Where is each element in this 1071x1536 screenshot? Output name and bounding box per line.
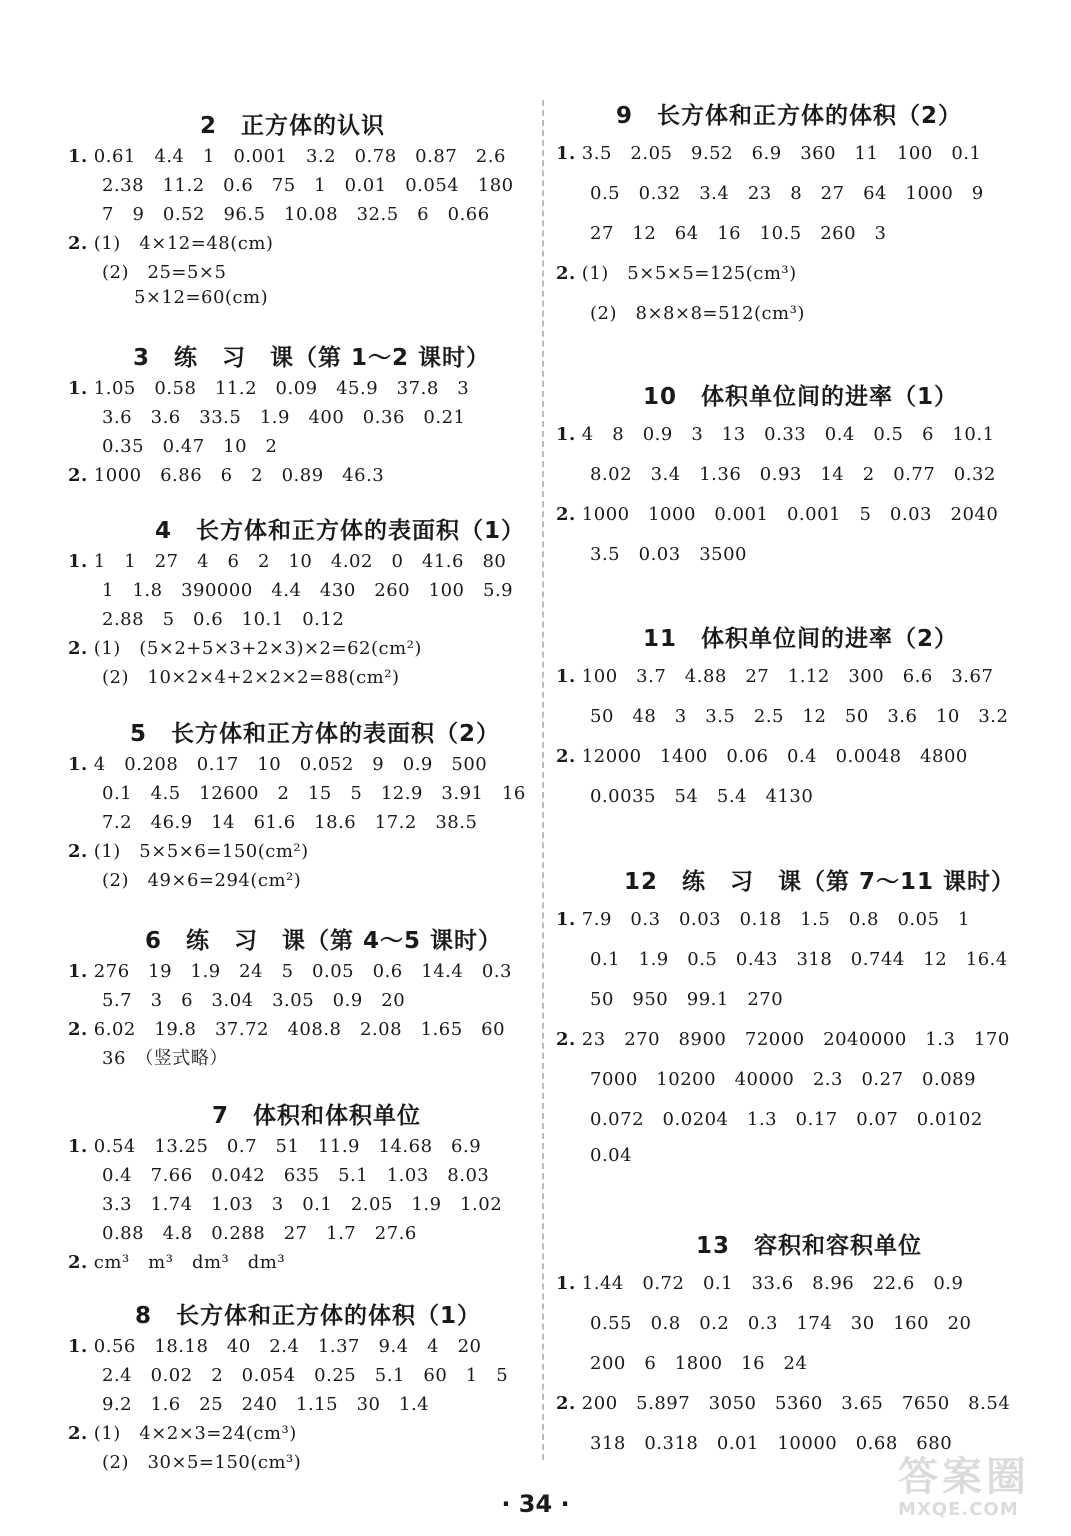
answer-line: [134, 287, 268, 308]
answer-line: [590, 782, 813, 808]
answer-line: [556, 742, 968, 768]
section-title: 13 容积和容积单位: [696, 1233, 923, 1259]
answer-text: 3.5 0.03 3500: [590, 544, 748, 565]
answer-text: 0.88 4.8 0.288 27 1.7 27.6: [102, 1223, 417, 1244]
section-title: 2 正方体的认识: [200, 113, 386, 139]
answer-line: [102, 171, 514, 197]
answer-line: [102, 605, 344, 631]
answer-line: [102, 403, 465, 429]
answer-line: [102, 663, 399, 689]
answer-line: [102, 1190, 502, 1216]
question-number: 2.: [68, 1019, 88, 1040]
answer-text: 4 8 0.9 3 13 0.33 0.4 0.5 6 10.1: [581, 424, 995, 445]
answer-line: [68, 957, 512, 983]
answer-line: [590, 1309, 971, 1335]
answer-text: 50 48 3 3.5 2.5 12 50 3.6 10 3.2: [590, 706, 1009, 727]
answer-line: [102, 1390, 429, 1416]
question-number: 1.: [556, 666, 576, 687]
answer-text: 0.56 18.18 40 2.4 1.37 9.4 4 20: [93, 1336, 482, 1357]
question-number: 2.: [68, 233, 88, 254]
question-number: 1.: [68, 378, 88, 399]
answer-line: [590, 1105, 983, 1131]
section-title: 6 练 习 课（第 4～5 课时）: [145, 928, 503, 954]
question-number: 2.: [68, 638, 88, 659]
answer-line: [102, 200, 490, 226]
question-number: 1.: [556, 1273, 576, 1294]
answer-line: [590, 1065, 976, 1091]
answer-text: 6.02 19.8 37.72 408.8 2.08 1.65 60: [93, 1019, 506, 1040]
answer-text: 0.1 1.9 0.5 0.43 318 0.744 12 16.4: [590, 949, 1008, 970]
answer-line: [68, 634, 422, 660]
question-number: 1.: [556, 909, 576, 930]
answer-line: [590, 540, 747, 566]
answer-line: [102, 258, 226, 284]
answer-line: [68, 142, 506, 168]
answer-line: [556, 420, 995, 446]
answer-line: [68, 750, 487, 776]
question-number: 2.: [68, 465, 88, 486]
question-number: 1.: [556, 143, 576, 164]
question-number: 2.: [68, 841, 88, 862]
answer-text: (2) 30×5=150(cm³): [102, 1452, 302, 1473]
answer-text: 23 270 8900 72000 2040000 1.3 170: [581, 1029, 1010, 1050]
answer-line: [556, 139, 981, 165]
answer-line: [68, 547, 506, 573]
answer-text: 2.38 11.2 0.6 75 1 0.01 0.054 180: [102, 175, 514, 196]
answer-text: 276 19 1.9 24 5 0.05 0.6 14.4 0.3: [93, 961, 512, 982]
answer-text: 200 5.897 3050 5360 3.65 7650 8.54: [581, 1393, 1011, 1414]
column-divider: [542, 100, 544, 1460]
answer-line: [68, 1332, 482, 1358]
question-number: 2.: [556, 504, 576, 525]
answer-text: (1) 4×12=48(cm): [93, 233, 274, 254]
section-title: 4 长方体和正方体的表面积（1）: [155, 518, 526, 544]
answer-line: [590, 219, 887, 245]
answer-text: (1) 5×5×6=150(cm²): [93, 841, 309, 862]
answer-text: 5×12=60(cm): [134, 287, 269, 308]
answer-text: 4 0.208 0.17 10 0.052 9 0.9 500: [93, 754, 488, 775]
watermark-text-bottom: MXQE.COM: [898, 1499, 1019, 1520]
answer-text: 3.6 3.6 33.5 1.9 400 0.36 0.21: [102, 407, 466, 428]
question-number: 1.: [68, 754, 88, 775]
section-title: 3 练 习 课（第 1～2 课时）: [133, 345, 491, 371]
answer-text: 9.2 1.6 25 240 1.15 30 1.4: [102, 1394, 430, 1415]
answer-line: [102, 1361, 508, 1387]
answer-text: 1 1.8 390000 4.4 430 260 100 5.9: [102, 580, 514, 601]
answer-line: [68, 1015, 505, 1041]
answer-line: [556, 905, 970, 931]
watermark-logo: [898, 1455, 1058, 1531]
answer-text: 1.44 0.72 0.1 33.6 8.96 22.6 0.9: [581, 1273, 964, 1294]
answer-line: [102, 1219, 417, 1245]
answer-line: [590, 1349, 807, 1375]
section-title: 7 体积和体积单位: [212, 1103, 422, 1129]
answer-line: [102, 1161, 489, 1187]
answer-line: [590, 985, 783, 1011]
answer-line: [590, 945, 1008, 971]
answer-line: [68, 374, 469, 400]
answer-line: [590, 1429, 952, 1455]
question-number: 1.: [556, 424, 576, 445]
question-number: 2.: [556, 263, 576, 284]
answer-text: 0.54 13.25 0.7 51 11.9 14.68 6.9: [93, 1136, 482, 1157]
answer-line: [556, 662, 993, 688]
answer-text: 1000 1000 0.001 0.001 5 0.03 2040: [581, 504, 999, 525]
answer-text: 0.4 7.66 0.042 635 5.1 1.03 8.03: [102, 1165, 490, 1186]
answer-text: 0.61 4.4 1 0.001 3.2 0.78 0.87 2.6: [93, 146, 506, 167]
answer-line: [556, 259, 797, 285]
answer-line: [68, 1419, 297, 1445]
answer-line: [556, 1025, 1010, 1051]
page-number: · 34 ·: [501, 1490, 570, 1518]
answer-line: [68, 837, 309, 863]
question-number: 2.: [556, 1029, 576, 1050]
answer-text: 3.5 2.05 9.52 6.9 360 11 100 0.1: [581, 143, 982, 164]
section-title: 9 长方体和正方体的体积（2）: [616, 103, 963, 129]
answer-text: 0.55 0.8 0.2 0.3 174 30 160 20: [590, 1313, 972, 1334]
answer-line: [590, 1145, 632, 1166]
answer-line: [102, 1044, 228, 1070]
answer-line: [590, 179, 984, 205]
answer-text: 50 950 99.1 270: [590, 989, 784, 1010]
section-title: 8 长方体和正方体的体积（1）: [135, 1303, 482, 1329]
answer-text: 0.0035 54 5.4 4130: [590, 786, 814, 807]
answer-text: (1) (5×2+5×3+2×3)×2=62(cm²): [93, 638, 422, 659]
answer-text: 0.04: [590, 1145, 633, 1166]
answer-line: [68, 229, 273, 255]
question-number: 1.: [68, 1336, 88, 1357]
answer-text: 0.072 0.0204 1.3 0.17 0.07 0.0102: [590, 1109, 983, 1130]
answer-text: 2.4 0.02 2 0.054 0.25 5.1 60 1 5: [102, 1365, 509, 1386]
answer-text: 318 0.318 0.01 10000 0.68 680: [590, 1433, 953, 1454]
answer-line: [68, 1248, 285, 1274]
answer-line: [68, 461, 384, 487]
answer-text: 1000 6.86 6 2 0.89 46.3: [93, 465, 385, 486]
answer-text: 36 （竖式略）: [102, 1048, 228, 1069]
answer-text: 1.05 0.58 11.2 0.09 45.9 37.8 3: [93, 378, 470, 399]
answer-text: (2) 49×6=294(cm²): [102, 870, 302, 891]
answer-line: [102, 808, 477, 834]
answer-text: 7.9 0.3 0.03 0.18 1.5 0.8 0.05 1: [581, 909, 970, 930]
answer-text: 3.3 1.74 1.03 3 0.1 2.05 1.9 1.02: [102, 1194, 503, 1215]
answer-line: [590, 299, 805, 325]
answer-line: [556, 500, 998, 526]
answer-line: [590, 460, 996, 486]
question-number: 2.: [556, 746, 576, 767]
answer-text: (1) 5×5×5=125(cm³): [581, 263, 797, 284]
answer-text: 100 3.7 4.88 27 1.12 300 6.6 3.67: [581, 666, 994, 687]
answer-line: [102, 779, 526, 805]
answer-text: 200 6 1800 16 24: [590, 1353, 808, 1374]
answer-line: [102, 576, 513, 602]
question-number: 2.: [68, 1252, 88, 1273]
answer-text: 0.35 0.47 10 2: [102, 436, 278, 457]
question-number: 2.: [556, 1393, 576, 1414]
question-number: 1.: [68, 551, 88, 572]
answer-line: [590, 702, 1008, 728]
answer-text: 0.5 0.32 3.4 23 8 27 64 1000 9: [590, 183, 984, 204]
answer-line: [102, 1448, 301, 1474]
answer-line: [102, 986, 405, 1012]
answer-text: (1) 4×2×3=24(cm³): [93, 1423, 297, 1444]
question-number: 1.: [68, 146, 88, 167]
answer-text: cm³ m³ dm³ dm³: [93, 1252, 286, 1273]
question-number: 1.: [68, 1136, 88, 1157]
answer-line: [556, 1269, 963, 1295]
answer-text: 1 1 27 4 6 2 10 4.02 0 41.6 80: [93, 551, 507, 572]
answer-text: (2) 10×2×4+2×2×2=88(cm²): [102, 667, 400, 688]
answer-text: 2.88 5 0.6 10.1 0.12: [102, 609, 345, 630]
answer-text: 12000 1400 0.06 0.4 0.0048 4800: [581, 746, 968, 767]
section-title: 11 体积单位间的进率（2）: [643, 626, 959, 652]
answer-text: (2) 25=5×5: [102, 262, 227, 283]
section-title: 5 长方体和正方体的表面积（2）: [130, 721, 501, 747]
answer-text: 7000 10200 40000 2.3 0.27 0.089: [590, 1069, 977, 1090]
question-number: 1.: [68, 961, 88, 982]
answer-line: [68, 1132, 481, 1158]
section-title: 10 体积单位间的进率（1）: [643, 384, 959, 410]
answer-text: 7 9 0.52 96.5 10.08 32.5 6 0.66: [102, 204, 490, 225]
answer-text: 0.1 4.5 12600 2 15 5 12.9 3.91 16: [102, 783, 526, 804]
answer-line: [102, 866, 301, 892]
watermark-text-top: 答案圈: [898, 1454, 1030, 1500]
answer-line: [102, 432, 278, 458]
answer-text: 8.02 3.4 1.36 0.93 14 2 0.77 0.32: [590, 464, 996, 485]
answer-text: 27 12 64 16 10.5 260 3: [590, 223, 887, 244]
answer-text: (2) 8×8×8=512(cm³): [590, 303, 805, 324]
question-number: 2.: [68, 1423, 88, 1444]
answer-text: 7.2 46.9 14 61.6 18.6 17.2 38.5: [102, 812, 478, 833]
answer-text: 5.7 3 6 3.04 3.05 0.9 20: [102, 990, 406, 1011]
section-title: 12 练 习 课（第 7～11 课时）: [624, 869, 1016, 895]
answer-line: [556, 1389, 1010, 1415]
